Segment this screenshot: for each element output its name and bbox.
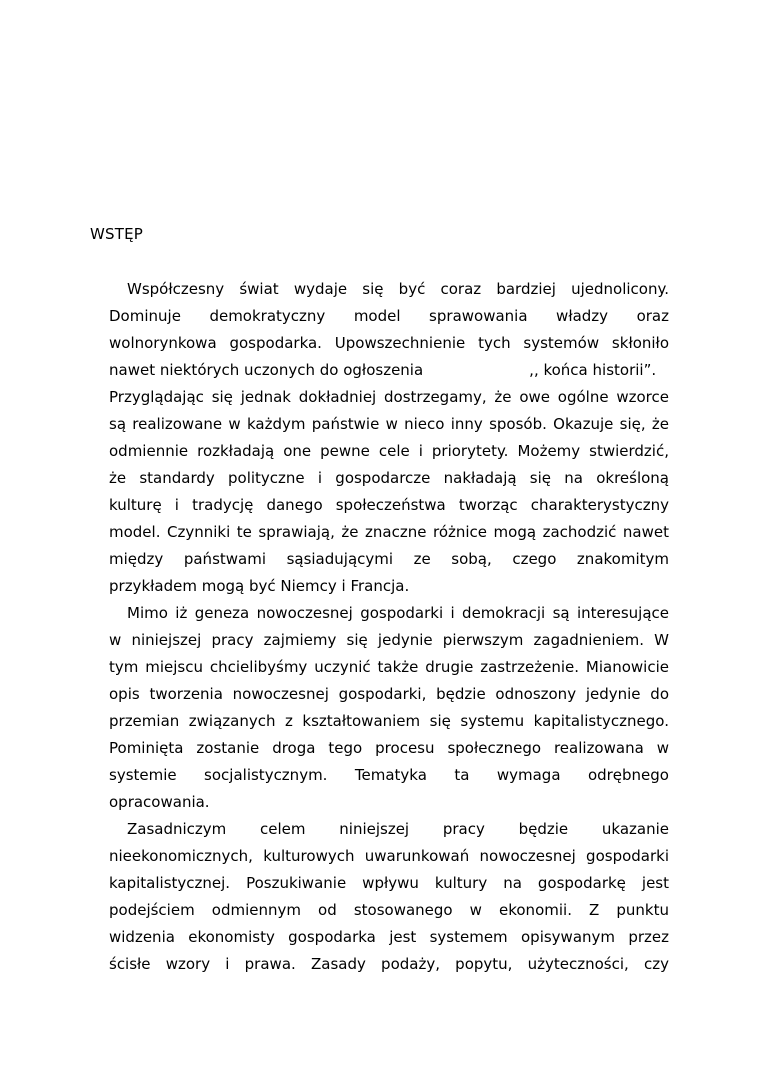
text-line-content: opracowania. <box>109 793 210 811</box>
text-line <box>109 897 669 924</box>
text-line <box>109 357 669 384</box>
text-line <box>109 681 669 708</box>
text-line <box>109 330 669 357</box>
text-line-content: tym miejscu chcielibyśmy uczynić także drugie zastrzeżenie. Mianowicie <box>109 658 669 676</box>
text-line <box>109 654 669 681</box>
text-line <box>109 411 669 438</box>
text-line-content: model. Czynniki te sprawiają, że znaczne różnice mogą zachodzić nawet <box>109 523 669 541</box>
text-line-content: nieekonomicznych, kulturowych uwarunkowań nowoczesnej gospodarki <box>109 847 669 865</box>
text-line <box>109 762 669 789</box>
text-line <box>109 735 669 762</box>
text-line-content: są realizowane w każdym państwie w nieco inny sposób. Okazuje się, że <box>109 415 669 433</box>
text-line <box>109 492 669 519</box>
text-line <box>109 627 669 654</box>
text-line <box>109 708 669 735</box>
text-line-content: ścisłe wzory i prawa. Zasady podaży, popytu, użyteczności, czy <box>109 955 669 973</box>
text-line <box>109 843 669 870</box>
text-line-content: Mimo iż geneza nowoczesnej gospodarki i demokracji są interesujące <box>127 604 669 622</box>
text-line-content: przemian związanych z kształtowaniem się systemu kapitalistycznego. <box>109 712 669 730</box>
text-line <box>109 465 669 492</box>
text-line-content: Zasadniczym celem niniejszej pracy będzie ukazanie <box>127 820 669 838</box>
text-line <box>109 573 669 600</box>
text-line-content: podejściem odmiennym od stosowanego w ekonomii. Z punktu <box>109 901 669 919</box>
text-line <box>109 924 669 951</box>
text-line-content: opis tworzenia nowoczesnej gospodarki, będzie odnoszony jedynie do <box>109 685 669 703</box>
text-line-content: że standardy polityczne i gospodarcze nakładają się na określoną <box>109 469 669 487</box>
text-line-tail: ,, końca historii”. <box>529 361 657 379</box>
text-line-content: kapitalistycznej. Poszukiwanie wpływu kultury na gospodarkę jest <box>109 874 669 892</box>
text-line <box>109 951 669 978</box>
section-heading: WSTĘP <box>90 225 144 243</box>
text-line-content: kulturę i tradycję danego społeczeństwa tworząc charakterystyczny <box>109 496 669 514</box>
text-line <box>109 438 669 465</box>
text-line-content: nawet niektórych uczonych do ogłoszenia <box>109 361 424 379</box>
text-line-content: Dominuje demokratyczny model sprawowania władzy oraz <box>109 307 669 325</box>
text-line-content: Przyglądając się jednak dokładniej dostrzegamy, że owe ogólne wzorce <box>109 388 669 406</box>
text-line-content: między państwami sąsiadującymi ze sobą, czego znakomitym <box>109 550 669 568</box>
text-line <box>109 519 669 546</box>
text-line-content: wolnorynkowa gospodarka. Upowszechnienie tych systemów skłoniło <box>109 334 669 352</box>
body-text <box>109 276 669 978</box>
text-line <box>109 303 669 330</box>
text-line <box>109 384 669 411</box>
text-line <box>109 276 669 303</box>
text-line-content: widzenia ekonomisty gospodarka jest systemem opisywanym przez <box>109 928 669 946</box>
text-line <box>109 789 669 816</box>
text-line-content: Pominięta zostanie droga tego procesu społecznego realizowana w <box>109 739 669 757</box>
text-line-content: systemie socjalistycznym. Tematyka ta wymaga odrębnego <box>109 766 669 784</box>
text-line <box>109 870 669 897</box>
text-line <box>109 816 669 843</box>
text-line-content: w niniejszej pracy zajmiemy się jedynie pierwszym zagadnieniem. W <box>109 631 669 649</box>
text-line-content: przykładem mogą być Niemcy i Francja. <box>109 577 410 595</box>
text-line <box>109 600 669 627</box>
text-line <box>109 546 669 573</box>
text-line-content: Współczesny świat wydaje się być coraz bardziej ujednolicony. <box>127 280 669 298</box>
text-line-content: odmiennie rozkładają one pewne cele i priorytety. Możemy stwierdzić, <box>109 442 669 460</box>
